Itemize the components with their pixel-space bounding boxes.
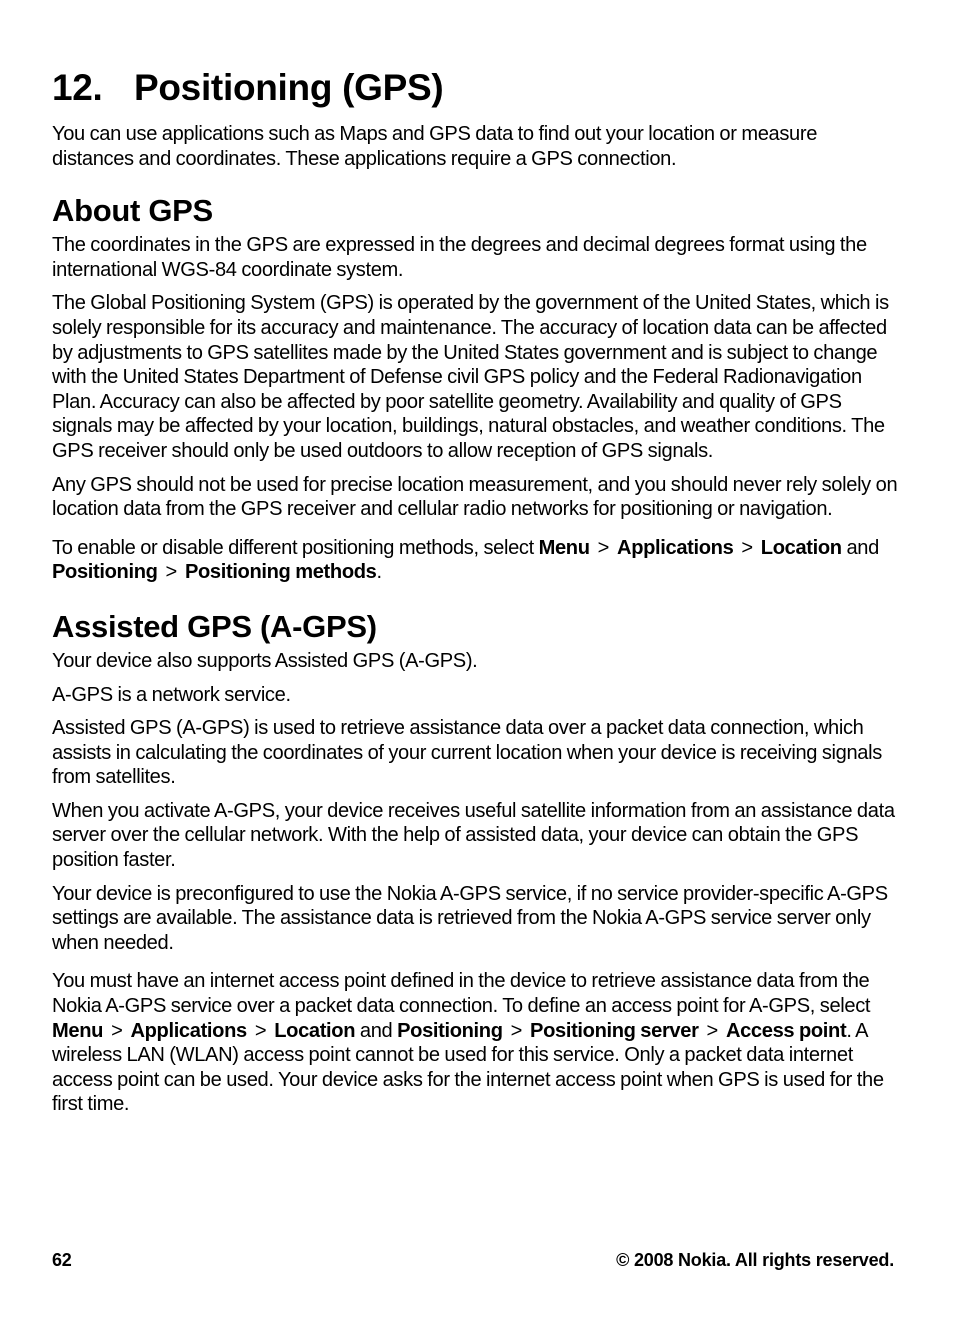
menu-path-and: and <box>841 536 879 559</box>
access-point-intro: You must have an internet access point defined in the device to retrieve assistance data from the Nokia A-GPS service over a packet data connection. To define an access point for A-GPS, select <box>52 970 871 1018</box>
chapter-intro: You can use applications such as Maps and GPS data to find out your location or measure distances and coordinates. These applications require a GPS connection. <box>52 123 818 170</box>
section-heading-agps: Assisted GPS (A-GPS) <box>52 608 377 644</box>
menu-path-and: and <box>355 1019 398 1042</box>
page-number: 62 <box>52 1250 72 1270</box>
menu-separator: > <box>706 1019 718 1042</box>
menu-item-positioning-methods: Positioning methods <box>184 561 377 584</box>
menu-separator: > <box>510 1019 523 1042</box>
menu-separator: > <box>111 1019 123 1042</box>
section-heading-about-gps: About GPS <box>52 193 213 229</box>
menu-separator: > <box>597 536 610 559</box>
menu-item-positioning-server: Positioning server <box>530 1019 699 1042</box>
about-gps-paragraph-4 <box>52 536 898 585</box>
agps-paragraph-5: Your device is preconfigured to use the Nokia A-GPS service, if no service provider-specific A-GPS settings are available. The assistance data is retrieved from the Nokia A-GPS service server only when needed. <box>52 882 888 954</box>
about-gps-paragraph-1: The coordinates in the GPS are expressed in the degrees and decimal degrees format using the international WGS-84 coordinate system. <box>52 234 867 281</box>
chapter-title <box>52 60 898 116</box>
menu-item-access-point: Access point <box>725 1019 847 1042</box>
menu-separator: > <box>741 536 753 559</box>
agps-paragraph-6 <box>52 969 898 1117</box>
agps-paragraph-1: Your device also supports Assisted GPS (A-GPS). <box>52 649 478 672</box>
menu-separator: > <box>165 561 177 584</box>
menu-item-menu: Menu <box>538 536 590 559</box>
menu-item-positioning: Positioning <box>397 1019 503 1042</box>
menu-item-applications: Applications <box>617 536 734 559</box>
access-point-details: . A wireless LAN (WLAN) access point cannot be used for this service. Only a packet data internet access point can be used. Your device asks for the internet access point when GPS is used for the first time. <box>52 1019 884 1116</box>
agps-paragraph-3: Assisted GPS (A-GPS) is used to retrieve assistance data over a packet data connection, which assists in calculating the coordinates of your current location when your device is receiving signals from satellites. <box>52 717 882 789</box>
menu-item-applications: Applications <box>130 1019 247 1042</box>
about-gps-paragraph-2: The Global Positioning System (GPS) is operated by the government of the United States, which is solely responsible for its accuracy and maintenance. The accuracy of location data can be affected by adjustments to GPS satellites made by the United States government and is subject to change with the United States Department of Defense civil GPS policy and the Federal Radionavigation Plan. Accuracy can also be affected by poor satellite geometry. Availability and quality of GPS signals may be affected by your location, buildings, natural obstacles, and weather conditions. The GPS receiver should only be used outdoors to allow reception of GPS signals. <box>52 292 889 462</box>
copyright-notice: © 2008 Nokia. All rights reserved. <box>616 1250 894 1270</box>
page-content <box>52 60 898 1126</box>
menu-item-location: Location <box>760 536 842 559</box>
menu-separator: > <box>254 1019 267 1042</box>
agps-paragraph-2: A-GPS is a network service. <box>52 683 291 706</box>
menu-item-menu: Menu <box>52 1019 104 1042</box>
menu-item-positioning: Positioning <box>52 561 158 584</box>
menu-path-intro: To enable or disable different positioning methods, select <box>52 536 539 559</box>
menu-item-location: Location <box>274 1019 356 1042</box>
chapter-number: 12. <box>52 67 103 108</box>
chapter-title-text: Positioning (GPS) <box>134 67 444 108</box>
sentence-end: . <box>376 561 382 584</box>
agps-paragraph-4: When you activate A-GPS, your device receives useful satellite information from an assistance data server over the cellular network. With the help of assisted data, your device can obtain the GPS position faster. <box>52 799 895 872</box>
about-gps-paragraph-3: Any GPS should not be used for precise location measurement, and you should never rely solely on location data from the GPS receiver and cellular radio networks for positioning or navigation. <box>52 473 898 521</box>
